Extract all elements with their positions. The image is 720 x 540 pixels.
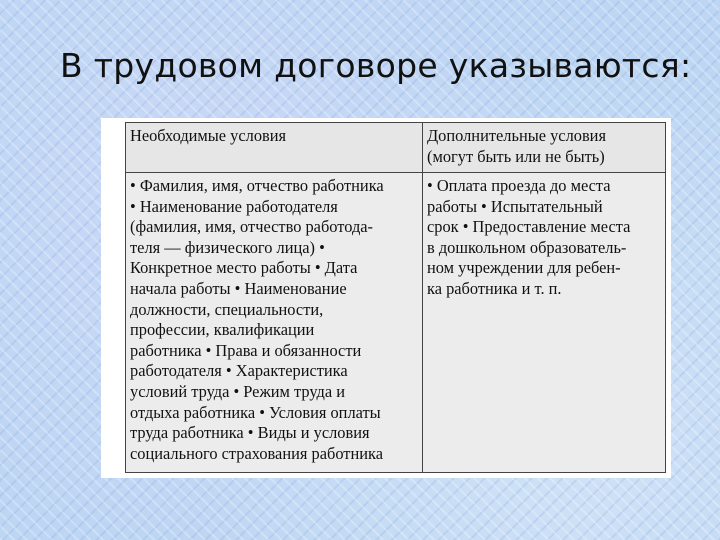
conditions-table [125,122,666,473]
cell-required-conditions [126,173,423,473]
header-required-conditions [126,123,423,173]
slide-title: В трудовом договоре указываются: [60,46,692,85]
table-panel [101,118,671,478]
table-row [126,173,666,473]
header-required-label: Необходимые условия [130,126,287,145]
header-additional-conditions [423,123,666,173]
cell-additional-conditions [423,173,666,473]
table-header-row [126,123,666,173]
header-additional-label: Дополнительные условия (могут быть или не быть) [427,126,606,166]
required-conditions-text: • Фамилия, имя, отчество работника • Наименование работодателя (фамилия, имя, отчество работода- теля — физического лица) • Конкретное место работы • Дата начала работы • Наименование должности, специальности, профессии, квалификации работника • Права и обязанности работодателя • Характеристика условий труда • Режим труда и отдыха работника • Условия оплаты труда работника • Виды и условия социального страхования работника [130,176,384,463]
additional-conditions-text: • Оплата проезда до места работы • Испытательный срок • Предоставление места в дошкольном образователь- ном учреждении для ребен- ка работника и т. п. [427,176,631,298]
